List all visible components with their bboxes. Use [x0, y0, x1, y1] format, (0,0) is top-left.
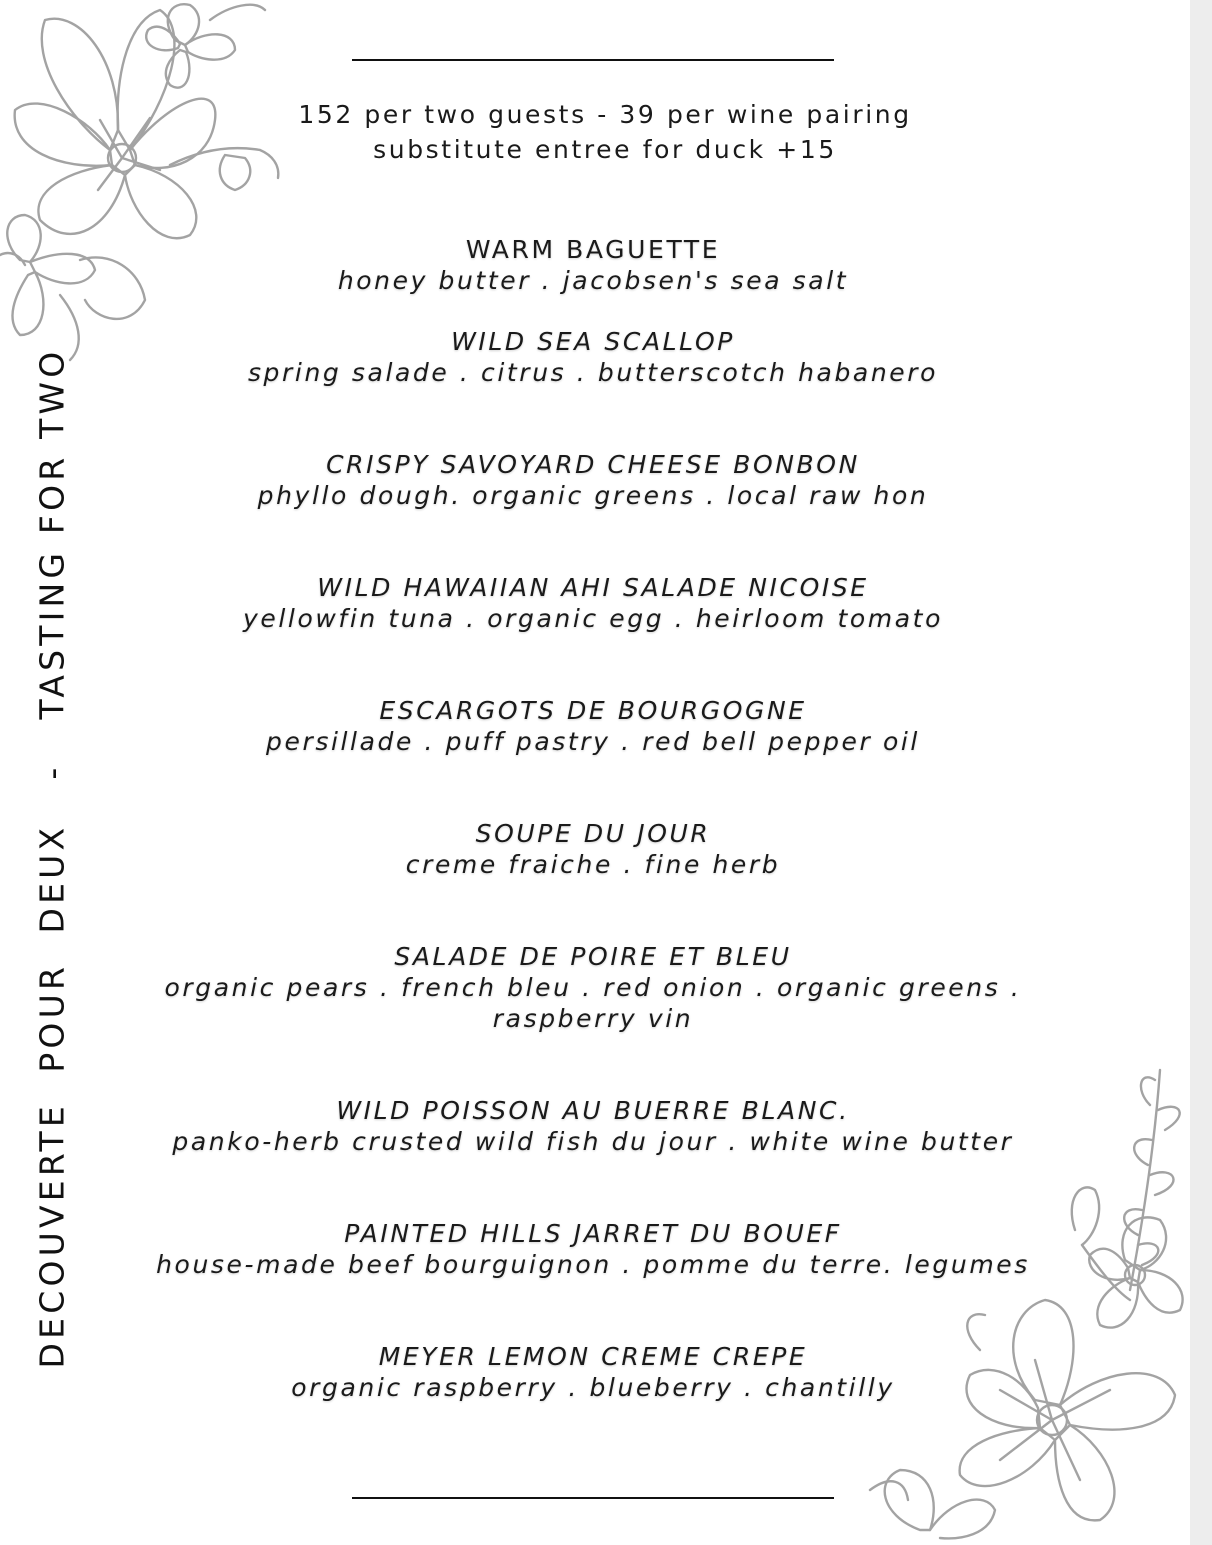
side-title: DECOUVERTE POUR DEUX - TASTING FOR TWO	[32, 347, 72, 1369]
bottom-divider	[352, 1497, 834, 1499]
course-description: creme fraiche . fine herb	[405, 850, 781, 879]
course-name: SOUPE DU JOUR	[475, 819, 711, 848]
pricing-line-1: 152 per two guests - 39 per wine pairing	[298, 100, 912, 129]
course-description: yellowfin tuna . organic egg . heirloom tomato	[243, 604, 943, 633]
pricing-line-2: substitute entree for duck +15	[373, 135, 837, 164]
course-item	[70, 818, 1116, 880]
course-item	[70, 1218, 1116, 1280]
course-name: ESCARGOTS DE BOURGOGNE	[379, 696, 807, 725]
course-item	[70, 326, 1116, 388]
course-name: WILD HAWAIIAN AHI SALADE NICOISE	[317, 573, 869, 602]
course-description: organic raspberry . blueberry . chantilly	[291, 1373, 895, 1402]
course-name: WILD POISSON AU BUERRE BLANC.	[336, 1096, 850, 1125]
course-name: WILD SEA SCALLOP	[451, 327, 735, 356]
course-description: organic pears . french bleu . red onion . organic greens .	[164, 973, 1022, 1002]
course-description: persillade . puff pastry . red bell pepper oil	[266, 727, 920, 756]
course-item	[70, 695, 1116, 757]
course-description: house-made beef bourguignon . pomme du terre. legumes	[156, 1250, 1030, 1279]
course-name: MEYER LEMON CREME CREPE	[378, 1342, 808, 1371]
course-item	[70, 1095, 1116, 1157]
course-name: SALADE DE POIRE ET BLEU	[394, 942, 792, 971]
top-divider	[352, 59, 834, 61]
pricing-block	[250, 97, 960, 167]
course-description: phyllo dough. organic greens . local raw hon	[257, 481, 929, 510]
course-description-continued: raspberry vin	[492, 1004, 694, 1033]
course-name: WARM BAGUETTE	[465, 235, 721, 264]
course-item	[70, 449, 1116, 511]
course-item	[70, 1341, 1116, 1403]
course-item	[70, 234, 1116, 296]
course-description: spring salade . citrus . butterscotch habanero	[247, 358, 939, 387]
floral-top-left-decoration	[0, 0, 300, 380]
course-name: PAINTED HILLS JARRET DU BOUEF	[344, 1219, 842, 1248]
course-name: CRISPY SAVOYARD CHEESE BONBON	[326, 450, 860, 479]
course-item	[70, 941, 1116, 1034]
course-description: panko-herb crusted wild fish du jour . white wine butter	[172, 1127, 1014, 1156]
course-item	[70, 572, 1116, 634]
course-description: honey butter . jacobsen's sea salt	[337, 266, 849, 295]
